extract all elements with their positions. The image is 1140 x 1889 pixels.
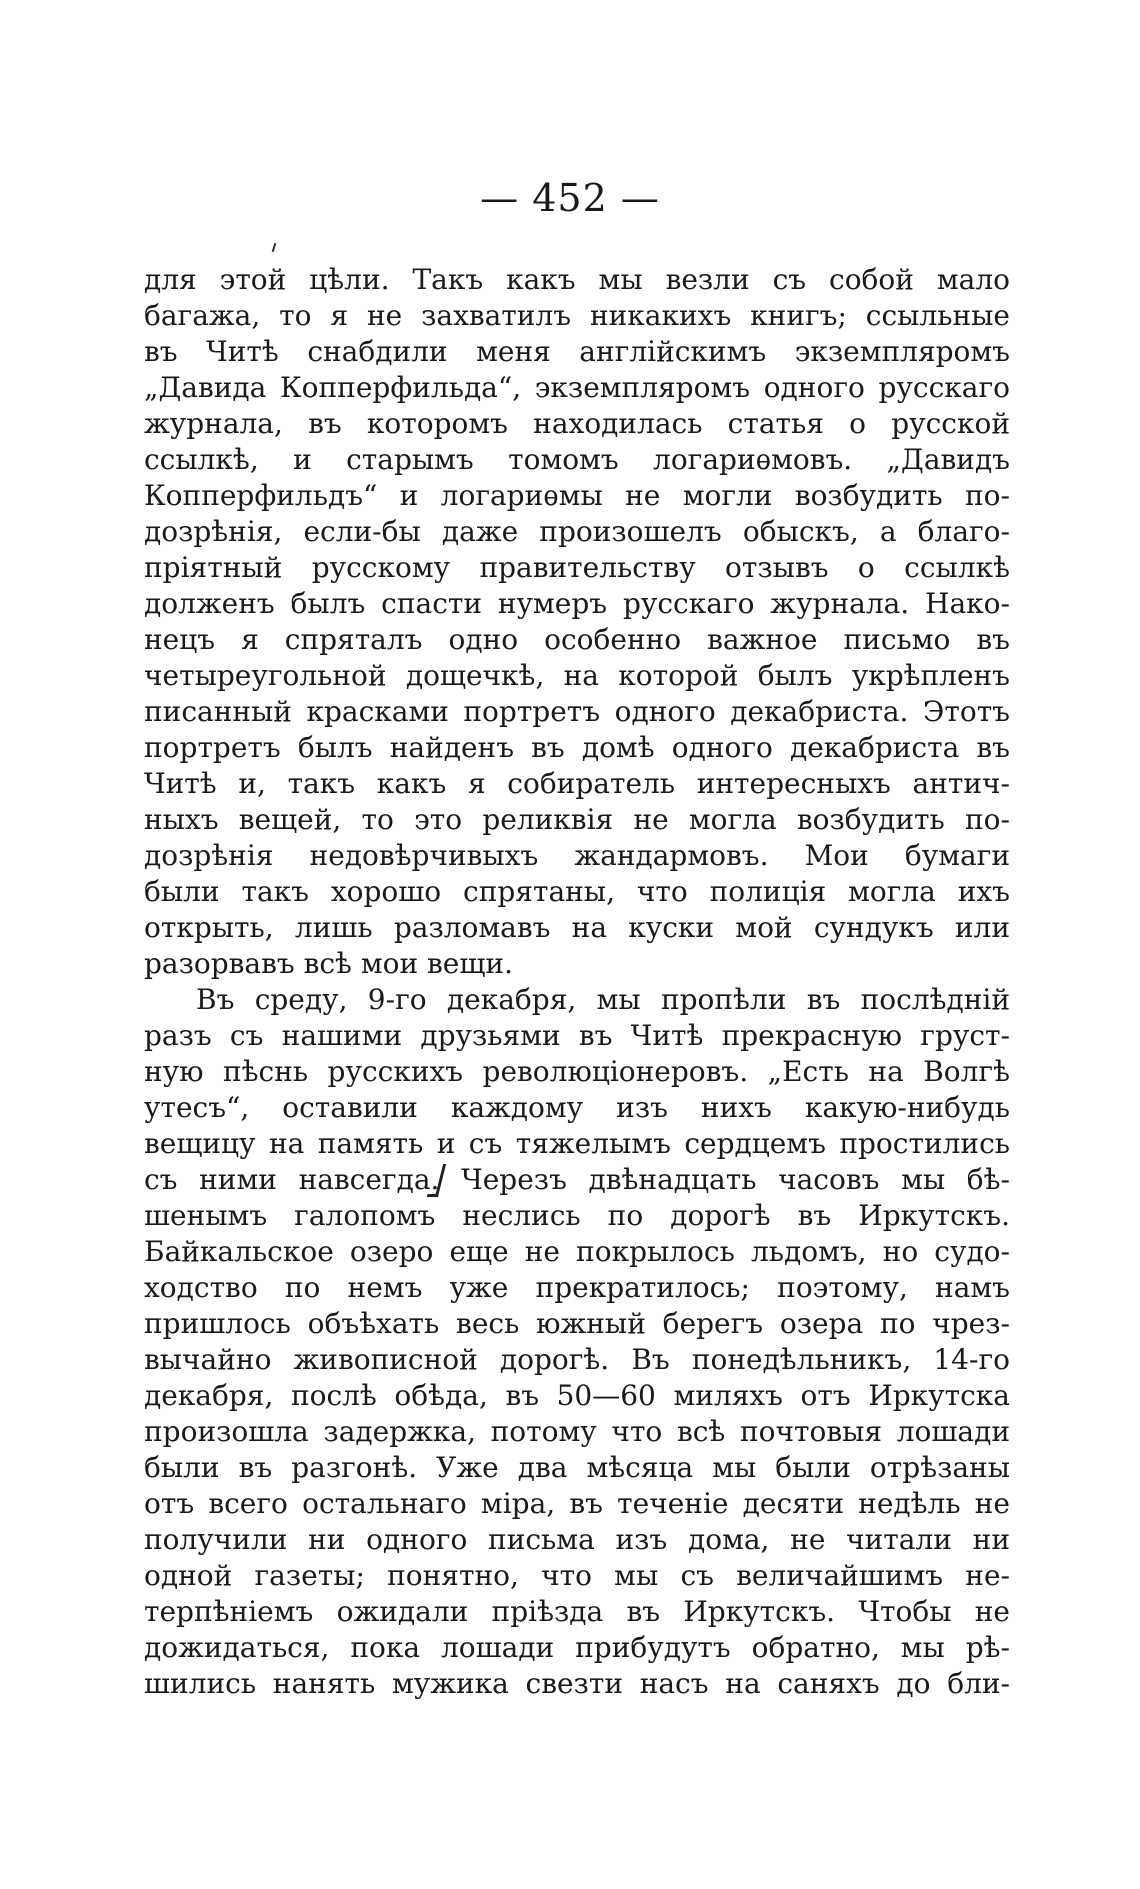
page-number: — 452 — [480, 176, 660, 220]
text-line: вычайно живописной дорогѣ. Въ понедѣльникъ, 14-го [144, 1343, 1010, 1376]
text-line: были такъ хорошо спрятаны, что полиція могла ихъ [144, 875, 1010, 908]
text-line: открыть, лишь разломавъ на куски мой сундукъ или [144, 911, 1010, 944]
text-line: шились нанять мужика свезти насъ на саняхъ до бли- [144, 1667, 1010, 1700]
text-line: дожидаться, пока лошади прибудутъ обратно, мы рѣ- [144, 1631, 1010, 1664]
text-line: Байкальское озеро еще не покрылось льдомъ, но судо- [144, 1235, 1010, 1268]
text-line: Копперфильдъ“ и логариѳмы не могли возбудить по- [144, 479, 1010, 512]
text-line: были въ разгонѣ. Уже два мѣсяца мы были отрѣзаны [144, 1451, 1010, 1484]
text-line: отъ всего остальнаго міра, въ теченіе десяти недѣль не [144, 1487, 1010, 1520]
text-line: портретъ былъ найденъ въ домѣ одного декабриста въ [144, 731, 1010, 764]
text-line-content: съ ними навсегда. Черезъ двѣнадцать часовъ мы бѣ- [144, 1163, 1010, 1196]
text-line: шенымъ галопомъ неслись по дорогѣ въ Иркутскъ. [144, 1199, 1010, 1232]
text-line: дозрѣнія недовѣрчивыхъ жандармовъ. Мои бумаги [144, 839, 1010, 872]
text-line: Читѣ и, такъ какъ я собиратель интересныхъ антич- [144, 767, 1010, 800]
text-line: ную пѣснь русскихъ революціонеровъ. „Есть на Волгѣ [144, 1055, 1010, 1088]
text-line: пришлось объѣхать весь южный берегъ озера по чрез- [144, 1307, 1010, 1340]
text-line: въ Читѣ снабдили меня англійскимъ экземпляромъ [144, 335, 1010, 368]
text-line: вещицу на память и съ тяжелымъ сердцемъ простились [144, 1127, 1010, 1160]
text-line: нецъ я спряталъ одно особенно важное письмо въ [144, 623, 1010, 656]
text-line: дозрѣнія, если-бы даже произошелъ обыскъ, а благо- [144, 515, 1010, 548]
text-line: разъ съ нашими друзьями въ Читѣ прекрасную груст- [144, 1019, 1010, 1052]
marked-text-line [144, 1162, 1010, 1198]
text-line: Въ среду, 9-го декабря, мы пропѣли въ послѣдній [196, 983, 1010, 1016]
text-line: четыреугольной дощечкѣ, на которой былъ укрѣпленъ [144, 659, 1010, 692]
text-line: багажа, то я не захватилъ никакихъ книгъ; ссыльные [144, 299, 1010, 332]
text-line: ныхъ вещей, то это реликвія не могла возбудить по- [144, 803, 1010, 836]
text-line: одной газеты; понятно, что мы съ величайшимъ не- [144, 1559, 1010, 1592]
text-line: ходство по немъ уже прекратилось; поэтому, намъ [144, 1271, 1010, 1304]
text-line: утесъ“, оставили каждому изъ нихъ какую-нибудь [144, 1091, 1010, 1124]
text-line: терпѣніемъ ожидали пріѣзда въ Иркутскъ. Чтобы не [144, 1595, 1010, 1628]
text-line: пріятный русскому правительству отзывъ о ссылкѣ [144, 551, 1010, 584]
text-line: для этой цѣли. Такъ какъ мы везли съ собой мало [144, 263, 1010, 296]
text-line: писанный красками портретъ одного декабриста. Этотъ [144, 695, 1010, 728]
text-line: ссылкѣ, и старымъ томомъ логариѳмовъ. „Давидъ [144, 443, 1010, 476]
text-line: долженъ былъ спасти нумеръ русскаго журнала. Нако- [144, 587, 1010, 620]
text-line: произошла задержка, потому что всѣ почтовыя лошади [144, 1415, 1010, 1448]
text-line: разорвавъ всѣ мои вещи. [144, 947, 513, 980]
text-line: „Давида Копперфильда“, экземпляромъ одного русскаго [144, 371, 1010, 404]
text-line: получили ни одного письма изъ дома, не читали ни [144, 1523, 1010, 1556]
text-line: журнала, въ которомъ находилась статья о русской [144, 407, 1010, 440]
text-line: декабря, послѣ обѣда, въ 50—60 миляхъ отъ Иркутска [144, 1379, 1010, 1412]
body-text [144, 262, 1010, 1702]
stray-pen-mark [272, 243, 277, 252]
